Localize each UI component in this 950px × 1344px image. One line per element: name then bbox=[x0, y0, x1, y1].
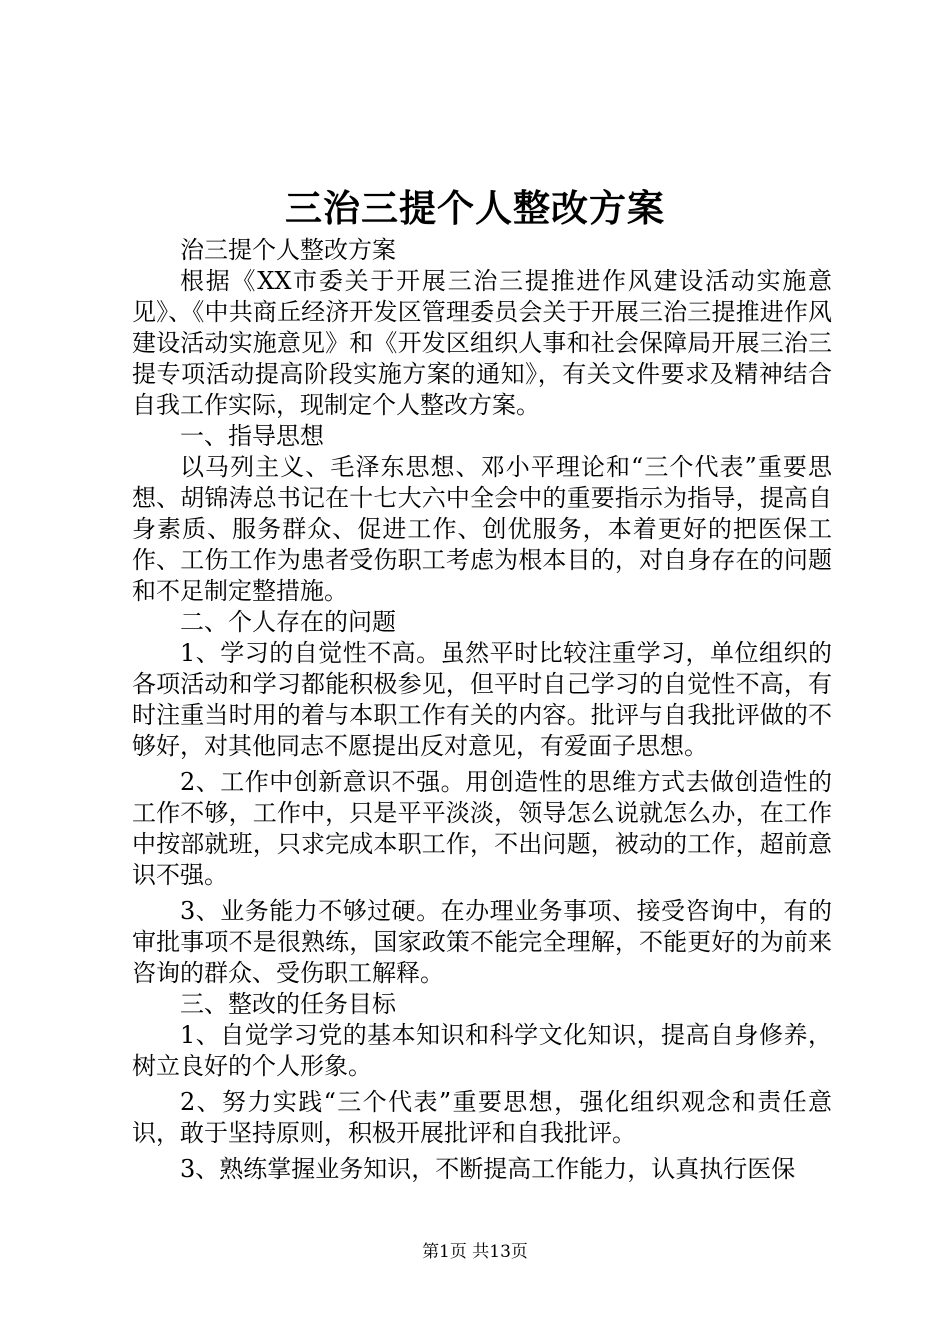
document-body bbox=[132, 235, 832, 1185]
problem-item-1: 1、学习的自觉性不高。虽然平时比较注重学习，单位组织的各项活动和学习都能积极参见，但平时自己学习的自觉性不高，有时注重当时用的着与本职工作有关的内容。批评与自我批评做的不够好，对其他同志不愿提出反对意见，有爱面子思想。 bbox=[132, 639, 832, 760]
section-heading-personal-problems: 二、个人存在的问题 bbox=[180, 608, 396, 636]
subtitle-paragraph: 治三提个人整改方案 bbox=[180, 236, 396, 264]
problem-item-3: 3、业务能力不够过硬。在办理业务事项、接受咨询中，有的审批事项不是很熟练，国家政策不能完全理解，不能更好的为前来咨询的群众、受伤职工解释。 bbox=[132, 897, 832, 987]
page-title: 三治三提个人整改方案 bbox=[285, 186, 665, 230]
page-footer: 第1页 共13页 bbox=[422, 1242, 528, 1262]
section-heading-rectification-goals: 三、整改的任务目标 bbox=[180, 990, 396, 1018]
goal-item-2: 2、努力实践“三个代表”重要思想，强化组织观念和责任意识，敢于坚持原则，积极开展批评和自我批评。 bbox=[132, 1088, 832, 1147]
goal-item-3: 3、熟练掌握业务知识，不断提高工作能力，认真执行医保 bbox=[180, 1155, 796, 1183]
problem-item-2: 2、工作中创新意识不强。用创造性的思维方式去做创造性的工作不够，工作中，只是平平淡淡，领导怎么说就怎么办，在工作中按部就班，只求完成本职工作，不出问题，被动的工作，超前意识不强。 bbox=[132, 768, 832, 889]
section-heading-guiding-thought: 一、指导思想 bbox=[180, 422, 324, 450]
intro-paragraph: 根据《XX市委关于开展三治三提推进作风建设活动实施意见》、《中共商丘经济开发区管理委员会关于开展三治三提推进作风建设活动实施意见》和《开发区组织人事和社会保障局开展三治三提专项活动提高阶段实施方案的通知》，有关文件要求及精神结合自我工作实际，现制定个人整改方案。 bbox=[132, 267, 832, 419]
guiding-thought-paragraph: 以马列主义、毛泽东思想、邓小平理论和“三个代表”重要思想、胡锦涛总书记在十七大六中全会中的重要指示为指导，提高自身素质、服务群众、促进工作、创优服务，本着更好的把医保工作、工伤工作为患者受伤职工考虑为根本目的，对自身存在的问题和不足制定整措施。 bbox=[132, 453, 832, 605]
goal-item-1: 1、自觉学习党的基本知识和科学文化知识，提高自身修养，树立良好的个人形象。 bbox=[132, 1021, 832, 1080]
